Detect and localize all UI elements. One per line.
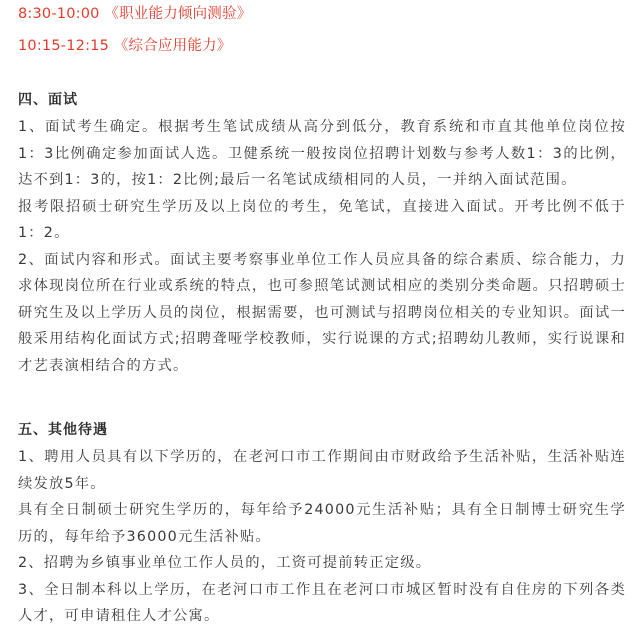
section-heading-interview: 四、面试 [18,92,78,108]
exam-subject: 《综合应用能力》 [113,38,232,54]
section-heading-benefits: 五、其他待遇 [18,422,108,438]
paragraph: 1、面试考生确定。根据考生笔试成绩从高分到低分，教育系统和市直其他单位岗位按1：3比例确定参加面试人选。卫健系统一般按岗位招聘计划数与参考人数1：3的比例，达不到1：3的，按1：2比例;最后一名笔试成绩相同的人员，一并纳入面试范围。 [18,119,626,188]
exam-schedule-item [18,0,626,24]
paragraph: 1、聘用人员具有以下学历的，在老河口市工作期间由市财政给予生活补贴，生活补贴连续发放5年。 [18,449,626,492]
exam-schedule-item [18,37,626,56]
paragraph: 具有全日制硕士研究生学历的，每年给予24000元生活补贴；具有全日制博士研究生学历的，每年给予36000元生活补贴。 [18,502,626,545]
paragraph: 3、全日制本科以上学历，在老河口市工作且在老河口市城区暂时没有自住房的下列各类人才，可申请租住人才公寓。 [18,581,626,624]
exam-time: 8:30-10:00 [18,6,100,22]
exam-subject: 《职业能力倾向测验》 [104,6,252,22]
paragraph: 2、面试内容和形式。面试主要考察事业单位工作人员应具备的综合素质、综合能力，力求体现岗位所在行业或系统的特点，也可参照笔试测试相应的类别分类命题。只招聘硕士研究生及以上学历人员的岗位，根据需要，也可测试与招聘岗位相关的专业知识。面试一般采用结构化面试方式;招聘聋哑学校教师，实行说课的方式;招聘幼儿教师，实行说课和才艺表演相结合的方式。 [18,251,626,374]
paragraph: 2、招聘为乡镇事业单位工作人员的，工资可提前转正定级。 [18,555,432,571]
paragraph: 报考限招硕士研究生学历及以上岗位的考生，免笔试，直接进入面试。开考比例不低于1：2。 [18,198,626,241]
exam-time: 10:15-12:15 [18,38,110,54]
